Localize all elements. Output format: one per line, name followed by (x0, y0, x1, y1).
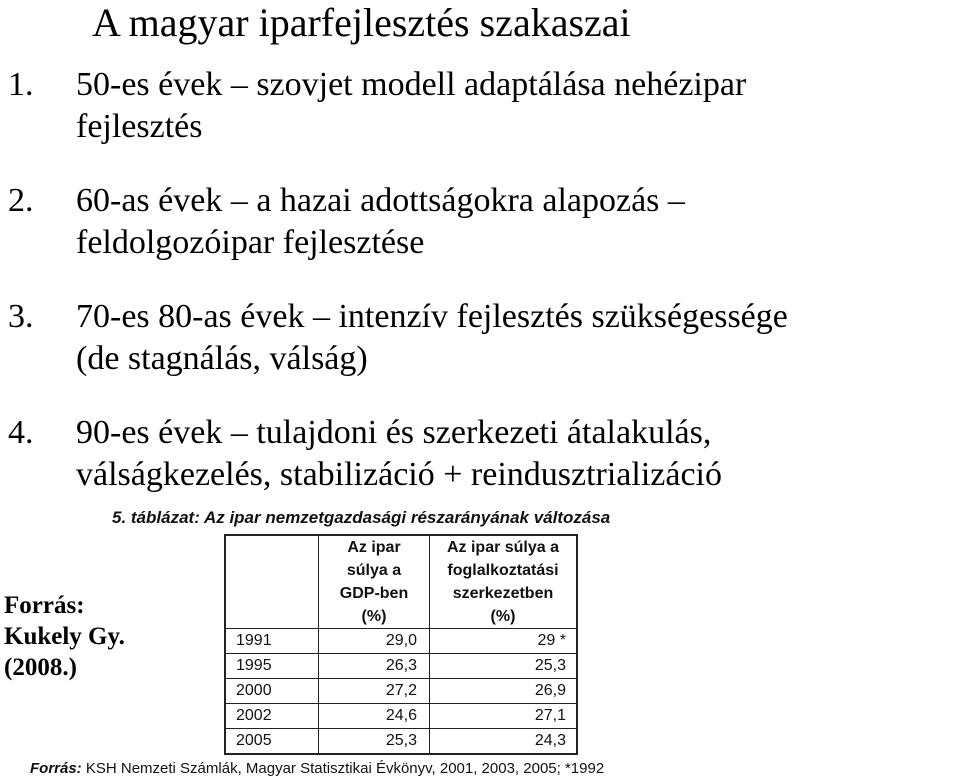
table-row (225, 654, 577, 679)
year-cell: 2000 (225, 679, 319, 704)
list-item-number: 1. (8, 66, 34, 103)
header-line: (%) (490, 608, 516, 625)
list-item-line: 70-es 80-as évek – intenzív fejlesztés szükségessége (76, 298, 788, 335)
list-item-line: fejlesztés (76, 108, 203, 145)
gdp-share-cell: 27,2 (319, 679, 430, 704)
employment-share-header (430, 535, 578, 629)
side-source-line: (2008.) (4, 654, 77, 681)
list-item-text (76, 296, 960, 380)
header-line: Az ipar súlya a (446, 539, 560, 556)
year-cell: 2002 (225, 704, 319, 729)
table-source-note (30, 760, 604, 777)
table-header-row (225, 535, 577, 629)
list-item-line: (de stagnálás, válság) (76, 340, 368, 377)
employment-share-cell: 24,3 (430, 729, 578, 755)
slide-title: A magyar iparfejlesztés szakaszai (92, 0, 631, 45)
gdp-share-header (319, 535, 430, 629)
table-row (225, 679, 577, 704)
header-line: Az ipar (347, 539, 401, 556)
table-row (225, 704, 577, 729)
header-line: foglalkoztatási (447, 562, 559, 579)
header-line: GDP-ben (339, 585, 409, 602)
employment-share-cell: 25,3 (430, 654, 578, 679)
list-item-line: 90-es évek – tulajdoni és szerkezeti átalakulás, (76, 414, 712, 451)
year-cell: 1991 (225, 629, 319, 654)
list-item-number: 2. (8, 182, 34, 219)
table-source-text: KSH Nemzeti Számlák, Magyar Statisztikai Évkönyv, 2001, 2003, 2005; *1992 (85, 760, 605, 777)
employment-share-cell: 27,1 (430, 704, 578, 729)
list-item-text (76, 412, 960, 496)
year-cell: 1995 (225, 654, 319, 679)
industry-share-table (224, 534, 578, 755)
side-source-line: Kukely Gy. (4, 623, 125, 650)
year-cell: 2005 (225, 729, 319, 755)
list-item-line: feldolgozóipar fejlesztése (76, 224, 425, 261)
gdp-share-cell: 29,0 (319, 629, 430, 654)
list-item-line: válságkezelés, stabilizáció + reindusztrializáció (76, 456, 722, 493)
list-item-line: 50-es évek – szovjet modell adaptálása nehézipar (76, 66, 747, 103)
table-source-label: Forrás: (30, 760, 82, 777)
gdp-share-cell: 24,6 (319, 704, 430, 729)
table-row (225, 629, 577, 654)
header-line: súlya a (346, 562, 402, 579)
header-line: szerkezetben (452, 585, 554, 602)
table-caption: 5. táblázat: Az ipar nemzetgazdasági részarányának változása (112, 508, 611, 527)
list-item-number: 4. (8, 414, 34, 451)
employment-share-cell: 29 * (430, 629, 578, 654)
gdp-share-cell: 26,3 (319, 654, 430, 679)
header-line: (%) (361, 608, 387, 625)
employment-share-cell: 26,9 (430, 679, 578, 704)
side-source-note (4, 590, 125, 683)
table-corner-cell (225, 535, 319, 629)
list-item-text (76, 180, 960, 264)
gdp-share-cell: 25,3 (319, 729, 430, 755)
list-item-number: 3. (8, 298, 34, 335)
side-source-line: Forrás: (4, 592, 85, 619)
table-row (225, 729, 577, 755)
list-item-text (76, 64, 960, 148)
list-item-line: 60-as évek – a hazai adottságokra alapozás – (76, 182, 685, 219)
